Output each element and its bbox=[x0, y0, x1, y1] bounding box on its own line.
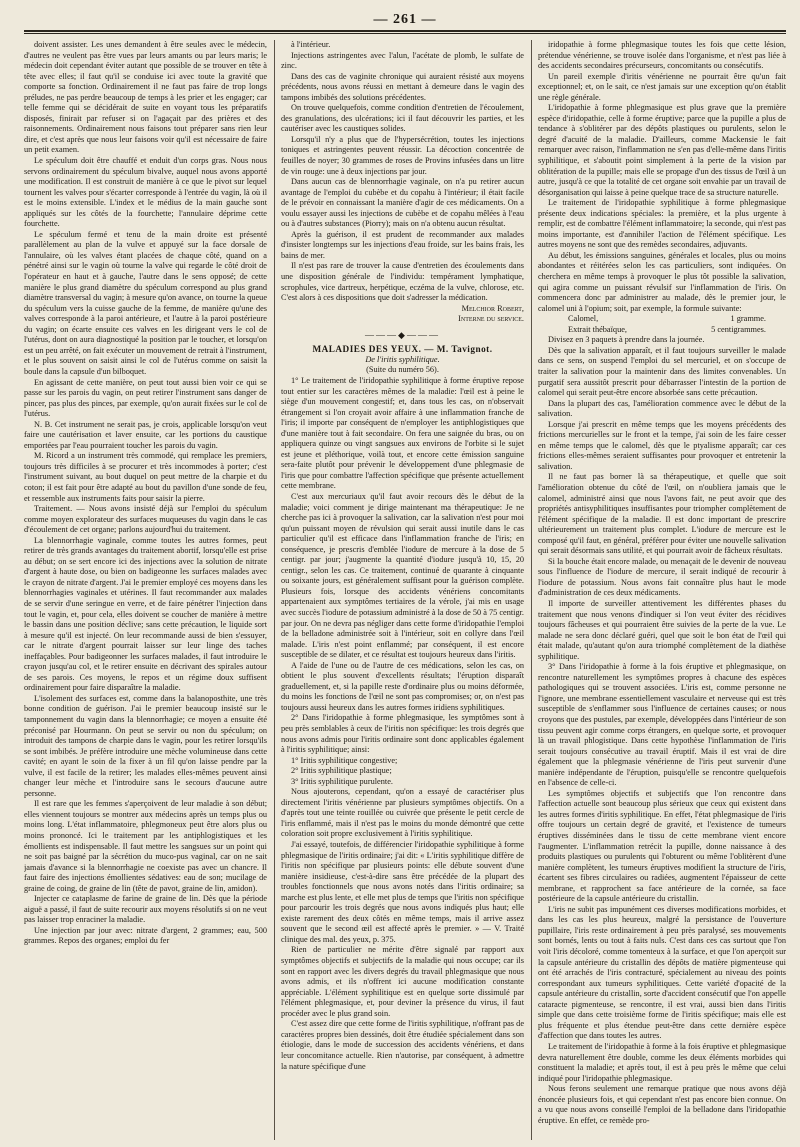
article-body bbox=[281, 376, 524, 1072]
page-number: — 261 — bbox=[373, 12, 437, 27]
paragraph: Lorsqu'il n'y a plus que de l'hypersécrétion, toutes les injections toniques et astringentes peuvent réussir. La décoction concentrée de feuilles de noyer; 30 grammes de roses de Provins infusées dans un litre de vin rouge: une à deux injections par jour. bbox=[281, 134, 524, 176]
prescription-line bbox=[538, 325, 786, 336]
column-3-text bbox=[538, 40, 786, 314]
paragraph: Lorsque j'ai prescrit en même temps que les moyens précédents des frictions mercurielles sur le front et la tempe, j'ai soin de les faire cesser en même temps que le calomel, dès que le ptyalisme apparaît; car ces frictions elles-mêmes seraient suffisantes pour provoquer et entretenir la salivation. bbox=[538, 419, 786, 471]
paragraph: Le traitement de l'iridopathie à forme à la fois éruptive et phlegmasique devra naturellement être double, comme les deux éléments morbides qui constituent la maladie; et après tout, il est à peu près le même que celui indiqué pour l'iridopathie phlegmasique. bbox=[538, 1041, 786, 1083]
paragraph: Injecter ce cataplasme de farine de graine de lin. Dès que la période aiguë a passé, il faut de suite recourir aux moyens résolutifs si on ne veut pas laisser trop enraciner la maladie. bbox=[24, 894, 267, 925]
paragraph: L'isolement des surfaces est, comme dans la balanoposthite, une très bonne condition de guérison. J'ai le premier beaucoup insisté sur le tamponnement du vagin dans la blennorrhagie; ce moyen a ensuite été préconisé par Hourmann. On peut se servir ou non du spéculum; on introduit des tampons de charpie dans le vagin, pour les retirer lorsqu'ils se sont imbibés. Je préfère introduire une mèche volumineuse dans cette cavité; en ayant le soin de la fixer à un fil qu'on laisse pendre par la vulve, il est facile de la retirer; les malades elles-mêmes peuvent ainsi changer leur mèche et l'introduire sans le secours d'aucune autre personne. bbox=[24, 693, 267, 798]
paragraph: La blennorrhagie vaginale, comme toutes les autres formes, peut retirer de très grands avantages du traitement abortif, lorsqu'elle est prise au début; on se sert encore ici des injections avec la solution de nitrate d'argent à haute dose, ou bien on badigeonne les surfaces malades avec le crayon de nitrate d'argent. J'ai le premier employé ces moyens dans les blennorrhagies vaginales et utérines. Il faut recommander aux malades de se servir d'une seringue en verre, et de faire pénétrer l'injection dans tout le vagin, et, pour cela, elles doivent se coucher de manière à mettre le bassin dans une position déclive; sans cette précaution, le liquide sort à mesure qu'il est injecté. On leur recommande aussi de bien s'essuyer, car le nitrate d'argent pourrait laisser sur leur linge des taches ineffaçables. Pour badigeonner les surfaces malades, il faut introduire le crayon jusqu'au col, et le retirer ensuite en décrivant des spirales autour de ses parois. Ces moyens, le repos et un régime doux suffisent ordinairement pour faire disparaître la maladie. bbox=[24, 535, 267, 693]
paragraph: Les symptômes objectifs et subjectifs que l'on rencontre dans l'affection actuelle sont beaucoup plus sérieux que ceux qui existent dans les autres formes d'iritis syphilitique. En effet, l'état phlegmasique de l'iris offre toujours un certain degré de gravité, et l'existence de tumeurs éruptives disséminées dans le tissu de cette membrane vient encore l'augmenter. L'inflammation retrécit la pupille, donne naissance à des produits plastiques ou purulents qui l'obturent ou même l'oblitèrent d'une manière complètent, les tumeurs éruptives modifient la structure de l'iris, écartent ses fibres circulaires ou radiées, augmentent l'épaisseur de cette membrane, et rapprochent sa face antérieure de la cornée, sa face postérieure de la capsule antérieure du cristallin. bbox=[538, 788, 786, 904]
paragraph: iridopathie à forme phlegmasique toutes les fois que cette lésion, prétendue vénérienne, se trouve isolée dans l'organisme, et n'est pas liée à des accidents secondaires précurseurs, concomitants ou consécutifs. bbox=[538, 40, 786, 71]
column-3-text-continued bbox=[538, 346, 786, 1126]
text-columns bbox=[24, 40, 786, 1140]
prescription-dose: 1 gramme. bbox=[730, 314, 766, 324]
article-title: MALADIES DES YEUX. — M. Tavignot. bbox=[312, 344, 493, 355]
paragraph: 1° Iritis syphilitique congestive; bbox=[291, 755, 398, 765]
paragraph: 2° Iritis syphilitique plastique; bbox=[291, 766, 392, 776]
prescription-line bbox=[538, 314, 786, 325]
page-header bbox=[24, 8, 786, 30]
paragraph: N. B. Cet instrument ne serait pas, je crois, applicable lorsqu'on veut faire une cautérisation et laver ensuite, car les portions du caustique emportées par l'eau pourraient toucher les parois du vagin. bbox=[24, 419, 267, 450]
paragraph: Traitement. — Nous avons insisté déjà sur l'emploi du spéculum comme moyen explorateur des surfaces muqueuses du vagin dans le cas d'écoulement de cet organe; parlons aujourd'hui du traitement. bbox=[24, 504, 267, 535]
paragraph: M. Ricord a un instrument très commodé, qui remplace les premiers, toujours très difficiles à se procurer et très incommodes à porter; c'est l'instrument suivant, au bout duquel on peut mettre de la charpie et du coton; il est fait pour être adapté au bout du pavillon d'une sonde de feu, et ressemble aux instruments faits pour saisir la pierre. bbox=[24, 451, 267, 503]
paragraph: Après la guérison, il est prudent de recommander aux malades d'insister longtemps sur les injections d'eau froide, sur les bains frais, les bains de mer. bbox=[281, 229, 524, 260]
paragraph: à l'intérieur. bbox=[291, 40, 331, 49]
paragraph: Il ne faut pas borner là sa thérapeutique, et quelle que soit l'amélioration obtenue du côté de l'œil, on n'oubliera jamais que le calomel, administré ainsi que nous l'avons fait, ne peut avoir que des propriétés antisyphilitiques insuffisantes pour triompher complètement de l'élément spécifique de la maladie. Il est donc important de prescrire ultérieurement un traitement plus complet. L'iodure de mercure est le composé qu'il faut, en général, préférer pour éviter une nouvelle salivation qui serait désormais sans utilité, et qui pourrait avoir de fâcheux résultats. bbox=[538, 472, 786, 556]
paragraph: Il importe de surveiller attentivement les différentes phases du traitement que nous venons d'indiquer si l'on veut éviter des récidives toujours fâcheuses et qui pourraient être suivies de la perte de la vue. Le malade ne sera donc déclaré guéri, quel que soit le bon état de l'œil qui était malade, qu'autant qu'on aura triomphé complètement de la diathèse syphilitique. bbox=[538, 598, 786, 661]
paragraph: 3° Dans l'iridopathie à forme à la fois éruptive et phlegmasique, on rencontre naturellement les symptômes propres à chacune des espèces pathologiques qui se trouvent associées. L'iris est, comme personne ne l'ignore, une membrane essentiellement vasculaire et nerveuse qui est très susceptible de s'enflammer sous l'influence de certaines causes; or nous croyons que des pustules, par exemple, développées dans l'intérieur de son tissu peuvent agir comme corps étrangers, en quelque sorte, et provoquer là un travail phlogistique. Dans cette hypothèse l'inflammation de l'iris serait toujours consécutive au travail éruptif. Mais il est vrai de dire également que la phlegmasie vénérienne de l'iris peut survenir d'une manière indépendante de l'éruption, puisqu'elle se rencontre quelquefois en l'absence de celle-ci. bbox=[538, 662, 786, 788]
prescription-drug: Extrait thébaïque, bbox=[568, 324, 627, 334]
paragraph: Au début, les émissions sanguines, générales et locales, plus ou moins abondantes et réitérées selon les cas particuliers, sont indiquées. On cherchera en même temps à provoquer le plus tôt possible la salivation, qui agira comme un puissant révulsif sur l'inflammation de l'iris. On commencera donc par administrer au malade, dès le premier jour, le calomel uni à l'opium; soit, par exemple, la formule suivante: bbox=[538, 250, 786, 313]
article-subtitle: De l'iritis syphilitique. bbox=[365, 354, 440, 364]
prescription-note: Divisez en 3 paquets à prendre dans la journée. bbox=[548, 335, 705, 345]
paragraph: L'iridopathie à forme phlegmasique est plus grave que la première espèce d'iridopathie, celle à forme éruptive; parce que la pupille a plus de tendance à s'oblitérer par des dépôts plastiques ou purulents, selon le degré d'acuité de la maladie. D'ailleurs, comme Mackensie le fait remarquer avec raison, l'inflammation ne s'en pas d'elle-même dans l'iritis syphilitique, et s'aboutit point simplement à la perte de la vision par oblitération de la pupille; mais elle se propage d'un des tissus de l'œil à un autre, jusqu'à ce que la totalité de cet organe soit envahie par un travail de désorganisation qui laisse à peine quelque trace de sa structure naturelle. bbox=[538, 103, 786, 197]
column-divider bbox=[274, 40, 275, 1140]
column-divider bbox=[531, 40, 532, 1140]
author-signature-role: Interne du service. bbox=[458, 314, 524, 324]
paragraph: Rien de particulier ne mérite d'être signalé par rapport aux symptômes objectifs et subjectifs de la maladie qui nous occupe; car ils sont en rapport avec les divers degrés du travail phlegmasique que nous avons admis, et ils n'offrent ici aucune modification constante appréciable. L'élément syphilitique est en quelque sorte dissimulé par l'élément phlegmasique, et, pour deviner la présence du virus, il faut procéder avec le plus grand soin. bbox=[281, 945, 524, 1018]
prescription-drug: Calomel, bbox=[568, 314, 599, 324]
paragraph: On trouve quelquefois, comme condition d'entretien de l'écoulement, des granulations, des ulcérations; ici il faut découvrir les parties, et les cautériser avec les caustiques solides. bbox=[281, 103, 524, 134]
paragraph: 2° Dans l'iridopathie à forme phlegmasique, les symptômes sont à peu près semblables à ceux de l'iritis non spécifique: les trois degrés que nous avons admis pour l'iritis ordinaire sont donc applicables également à l'iritis syphilitique; ainsi: bbox=[281, 713, 524, 755]
paragraph: A l'aide de l'une ou de l'autre de ces médications, selon les cas, on obtient le plus souvent d'excellents résultats; l'éruption disparaît graduellement, et, si la papille reste d'ordinaire plus ou moins déformée, du moins les fonctions de l'œil ne sont pas compromises; or, on n'est pas toujours aussi heureux dans les autres formes iridiens syphilitiques. bbox=[281, 660, 524, 712]
author-signature-name: Melchior Robert, bbox=[461, 303, 524, 313]
column-3 bbox=[538, 40, 786, 1140]
paragraph: Un pareil exemple d'iritis vénérienne ne pourrait être qu'un fait exceptionnel; et, on le sait, ce n'est jamais sur une exception qu'on établit une règle générale. bbox=[538, 71, 786, 102]
article-continuation: (Suite du numéro 56). bbox=[366, 365, 439, 375]
paragraph: Une injection par jour avec: nitrate d'argent, 2 grammes; eau, 500 grammes. Repos des organes; emploi du fer bbox=[24, 925, 267, 946]
column-2 bbox=[281, 40, 524, 1140]
section-ornament: ———◆——— bbox=[365, 329, 440, 340]
paragraph: Dès que la salivation apparaît, et il faut toujours surveiller le malade dans ce sens, on suspend l'emploi du sel mercuriel, et on s'occupe de traiter la salivation pour la maintenir dans des limites convenables. Un purgatif sera aussitôt prescrit pour débarrasser l'intestin de la portion de calomel qui serait peut-être encore absorbée sans cette précaution. bbox=[538, 345, 786, 398]
paragraph: Nous ferons seulement une remarque pratique que nous avons déjà énoncée plusieurs fois, et qui cependant n'est pas encore bien connue. On a vu que nous avons conseillé l'emploi de la belladone dans l'iridopathie éruptive. En effet, ce remède pro- bbox=[538, 1084, 786, 1125]
paragraph: C'est aux mercuriaux qu'il faut avoir recours dès le début de la maladie; voici comment je dirige maintenant ma thérapeutique: Je ne cherche pas ici à provoquer la salivation, car la salivation n'est pour moi qu'un puissant moyen de révulsion qui serait aussi inutile dans le cas particulier qu'il est efficace dans l'inflammation franche de l'iris; en conséquence, je prescris d'emblée l'iodure de mercure à la dose de 5 centigr. par jour; j'augmente la quantité d'iodure jusqu'à 10, 15, 20 centigr., selon les cas. Ce traitement, continué de quarante à cinquante ou soixante jours, est généralement suffisant pour la guérison complète. Plusieurs fois, lorsque des accidents vénériens concomitants appartenaient aux symptômes tertiaires de la vérole, j'ai mis en usage avec succès l'iodure de potassium administré à la dose de 50 à 75 centigr. par jour. On ne devra pas négliger dans cette forme d'iridopathie l'emploi de la belladone administrée soit à l'intérieur, soit en collyre dans l'œil malade. L'iris n'est point enflammé; par conséquent, il est encore susceptible de se dilater, et ce résultat est toujours heureux dans l'iritis. bbox=[281, 491, 524, 660]
paragraph: 1° Le traitement de l'iridopathie syphilitique à forme éruptive repose tout entier sur les caractères mêmes de la maladie: l'œil est à peine le siège d'un mouvement congestif; et, dans tous les cas, on n'observait étrangement si l'on croyait avoir affaire à une inflammation franche de l'iris; il importe par conséquent de n'employer les antiphlogistiques que d'une manière tout à fait secondaire. On fera une saignée du bras, ou on appliquera quinze ou vingt sangsues aux environs de l'orbite si le sujet est jeune et pléthorique, voilà tout, et encore cette émission sanguine sera-faite plutôt pour prévenir le développement d'une phlegmasie de l'iris que pour combattre l'affection spécifique que présente actuellement cette membrane. bbox=[281, 375, 524, 491]
paragraph: Si la bouche était encore malade, ou menaçait de le devenir de nouveau sous l'influence de l'iodure de mercure, il serait indiqué de recourir à l'iodure de potassium. Nous avons fait connaître plus haut le mode d'administration de ces deux médicaments. bbox=[538, 556, 786, 598]
paragraph: doivent assister. Les unes demandent à être seules avec le médecin, d'autres ne veulent pas être vues par leurs amants ou par leurs maris; le médecin doit cependant éviter autant que possible de se trouver en tête à tête avec elles; il faut qu'il se conduise ici avec toute la gravité que comporte sa fonction. Ordinairement il ne faut pas faire de trop longs préludes, ne pas perdre beaucoup de temps à les prier et les engager; car telle femme qui se décidérait de suite en voyant tous les préparatifs disposés, finirait par refuser si on l'agaçait par des prières et des raisonnements. Ordinairement nous faisons tout préparer sans rien leur dire, et c'est après que nous leur faisons voir qu'il est nécessaire de faire un petit examen. bbox=[24, 40, 267, 155]
column-1 bbox=[24, 40, 267, 1140]
prescription-dose: 5 centigrammes. bbox=[711, 324, 766, 334]
paragraph: C'est assez dire que cette forme de l'iritis syphilitique, n'offrant pas de caractères propres bien dessinés, doit être étudiée spécialement dans son étiologie, dans le mode de succession des accidents vénériens, et dans leur concomitance actuelle. Rien n'autorise, par conséquent, à admettre la nature spécifique d'une bbox=[281, 1019, 524, 1071]
paragraph: Il est rare que les femmes s'aperçoivent de leur maladie à son début; elles viennent toujours se montrer aux médecins après un temps plus ou moins long. L'état inflammatoire, phlegmoneux peut être alors plus ou moins prononcé. Ici le traitement par les antiphlogistiques et les émollients est indispensable. Il faut mettre les sangsues sur un point qui ne soit pas baigné par la sécrétion du muco-pus vaginal, car on ne sait jamais d'avance si la blennorrhagie ne coexiste pas avec un chancre. Il faut faire des injections émollientes sédatives: eau de son; mucilage de graine de coing, de graine de lin (tête de pavot, graine de lin, amidon). bbox=[24, 799, 267, 893]
paragraph: Le spéculum fermé et tenu de la main droite est présenté parallèlement au plan de la vulve et appuyé sur la face dorsale de l'annulaire, où les valves étant placées de chaque côté, quand on a pénétré ainsi sur le vagin où tourne la valve qui regarde le côté droit de l'opérateur en haut et à gauche, l'autre dans le sens opposé; de cette manière le plus grand diamètre du spéculum correspond au plus grand diamètre transversal du vagin; à mesure qu'on avance, on tourne la queue du spéculum vers la cuisse gauche de la femme, de manière qu'une des valves corresponde à la paroi antérieure, et l'autre à la paroi postérieure du vagin; on écarte ensuite ces valves en les dirigeant vers le col de l'utérus, dont on aura diagnostiqué la position par le toucher, et lorsqu'on est un peu arrêté, on fait exécuter un mouvement de retrait à l'instrument, et le plus souvent on saisit ainsi le col de l'utérus comme on saisit la boule dans la capsule d'un bilboquet. bbox=[24, 229, 267, 376]
paragraph: J'ai essayé, toutefois, de différencier l'iridopathie syphilitique à forme phlegmasique de l'iritis ordinaire; j'ai dit: « L'iritis syphilitique diffère de l'iritis non spécifique par plusieurs points: elle débute souvent d'une manière insidieuse, c'est-à-dire sans être précédée de la plupart des troubles fonctionnels que nous avons notés dans l'iritis ordinaire; sa marche est plus lente, et elle met plus de temps que l'iritis non spécifique pour parcourir les trois degrés que nous avons indiqués plus haut; elle existe rarement des deux côtés en même temps, mais il arrive assez souvent que le second œil est affecté après le premier. » — V. Traité clinique des mal. des yeux, p. 375. bbox=[281, 840, 524, 944]
paragraph: Dans la plupart des cas, l'amélioration commence avec le début de la salivation. bbox=[538, 398, 786, 419]
paragraph: L'iris ne subit pas impunément ces diverses modifications morbides, et dans les cas les plus heureux, malgré la persistance de l'ouverture pupillaire, l'iris reste ordinairement à peu près paralysé, ses mouvements sont bornés, lents ou tout à faits nuls. C'est dans ces cas surtout que l'on voit l'iris décoloré, comme tomenteux à la surface, et que l'on aperçoit sur la capsule antérieure du cristallin des dépôts de matière pigmenteuse qui ont été arrachés de l'iris contracturé, spécialement au niveau des points correspondant aux tumeurs syphilitiques. Cette variété d'opacité de la capsule antérieure du cristallin, sorte d'accident consécutif que l'on appelle cataracte pigmenteuse, se rencontre, il est vrai, aussi bien dans l'iritis simple que dans cette troisième forme de l'iritis spécifique; mais elle est plus fréquente et plus étendue peut-être dans cette dernière espèce d'affection que dans toutes les autres. bbox=[538, 904, 786, 1041]
paragraph: Injections astringentes avec l'alun, l'acétate de plomb, le sulfate de zinc. bbox=[281, 50, 524, 71]
header-rule bbox=[24, 30, 786, 34]
column-2-text bbox=[281, 40, 524, 304]
paragraph: 3° Iritis syphilitique purulente. bbox=[291, 776, 393, 786]
paragraph: Dans aucun cas de blennorrhagie vaginale, on n'a pu retirer aucun avantage de l'emploi du cubèbe et du copahu à l'intérieur; il était facile de le prévoir en connaissant la manière d'agir de ces médicaments. On a voulu essayer aussi les injections de cubèbe et de copahu mêlées à l'eau ou à d'autres substances (Piorry); mais on n'a obtenu aucun résultat. bbox=[281, 177, 524, 229]
paragraph: En agissant de cette manière, on peut tout aussi bien voir ce qui se passe sur les parois du vagin, on peut retirer l'instrument sans danger de pincer, pas plus des pinces, par exemple, qu'on aurait fixées sur le col de l'utérus. bbox=[24, 377, 267, 419]
paragraph: Le spéculum doit être chauffé et enduit d'un corps gras. Nous nous servons ordinairement du spéculum bivalve, auquel nous avons apporté une modification. Il est construit de manière à ce que le pivot sur lequel tournent les valves pour s'écarter corresponde à l'entrée du vagin, là où il est le moins extensible. L'index et le médius de la main gauche sont appliqués sur les côtés de la fourchette; l'annulaire déprime cette fourchette. bbox=[24, 156, 267, 229]
paragraph: Nous ajouterons, cependant, qu'on a essayé de caractériser plus directement l'iritis vénérienne par plusieurs symptômes objectifs. On a d'après tout une teinte rouillée ou cuivrée que présente le petit cercle de l'iris enflammé, mais il n'est pas le moins du monde démontré que cette coloration soit propre exclusivement à l'iritis syphilitique. bbox=[281, 787, 524, 839]
paragraph: Dans des cas de vaginite chronique qui auraient résisté aux moyens précédents, nous avons réussi en mettant à demeure dans le vagin des tampons imbibés des solutions précédentes. bbox=[281, 71, 524, 102]
paragraph: Le traitement de l'iridopathie syphilitique à forme phlegmasique présente deux indications spéciales: la première, et la plus urgente à remplir, est de combattre l'élément inflammatoire; la seconde, qui n'est pas moins importante, est d'annihiler l'action de l'élément spécifique. Les autres moyens ne sont que des remèdes secondaires, adjuvants. bbox=[538, 198, 786, 250]
paragraph: Il n'est pas rare de trouver la cause d'entretien des écoulements dans une disposition générale de l'individu: tempérament lymphatique, scrophules, vice dartreux, herpétique, eczéma de la vulve, chlorose, etc. C'est alors à ces dispositions que doit s'adresser la médication. bbox=[281, 261, 524, 303]
